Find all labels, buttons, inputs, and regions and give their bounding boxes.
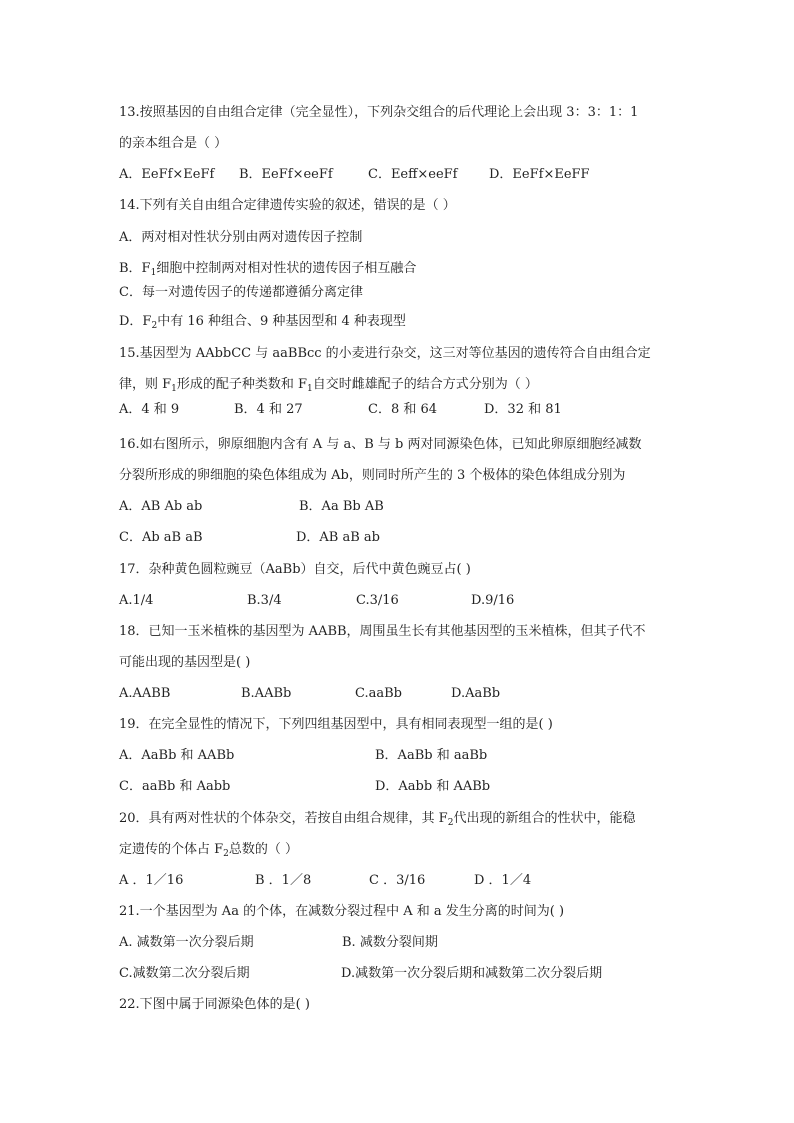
q20-line2-b: 总数的（ ） (228, 842, 299, 857)
q14-option-b (119, 260, 416, 278)
q13-option-b: B．EeFf×eeFf (239, 167, 333, 182)
q17-option-c: C.3/16 (356, 593, 399, 608)
q20-stem-line1 (119, 810, 635, 828)
q21-option-c: C.减数第二次分裂后期 (119, 966, 250, 981)
q16-option-b: B．Aa Bb AB (299, 499, 384, 514)
q20-option-c: C ．3/16 (369, 873, 426, 888)
q15-line2-a: 律，则 F (119, 377, 172, 392)
q19-stem: 19．在完全显性的情况下，下列四组基因型中，具有相同表现型一组的是( ) (119, 717, 553, 732)
q18-option-c: C.aaBb (355, 686, 402, 701)
q18-option-b: B.AABb (241, 686, 292, 701)
q18-stem-line1: 18．已知一玉米植株的基因型为 AABB，周围虽生长有其他基因型的玉米植株，但其子代不 (119, 624, 646, 639)
q14-option-d-sub: 2 (151, 321, 158, 331)
q13-stem-line2: 的亲本组合是（ ） (119, 136, 228, 151)
q20-line1-b: 代出现的新组合的性状中，能稳 (453, 811, 636, 826)
q17-stem: 17．杂种黄色圆粒豌豆（AaBb）自交，后代中黄色豌豆占( ) (119, 562, 471, 577)
q15-option-b: B．4 和 27 (234, 402, 303, 417)
q15-option-d: D．32 和 81 (484, 402, 562, 417)
q14-stem: 14.下列有关自由组合定律遗传实验的叙述，错误的是（ ） (119, 198, 456, 213)
q17-option-d: D.9/16 (471, 593, 515, 608)
q21-option-b: B. 减数分裂间期 (342, 935, 438, 950)
q16-option-d: D．AB aB ab (296, 530, 381, 545)
q13-option-c: C．Eeff×eeFf (368, 167, 458, 182)
q15-line2-b: 形成的配子种类数和 F (176, 377, 308, 392)
q14-option-d (119, 313, 406, 331)
q21-option-d: D.减数第一次分裂后期和减数第二次分裂后期 (341, 966, 603, 981)
q14-option-b-post: 细胞中控制两对相对性状的遗传因子相互融合 (156, 261, 417, 276)
q13-option-a: A．EeFf×EeFf (119, 167, 215, 182)
q14-option-a: A．两对相对性状分别由两对遗传因子控制 (119, 230, 363, 245)
q20-option-d: D ．1／4 (474, 873, 532, 888)
q15-line2-sub1: 1 (171, 384, 177, 394)
q13-stem-line1: 13.按照基因的自由组合定律（完全显性），下列杂交组合的后代理论上会出现 3：3：1：1 (119, 105, 639, 120)
q20-line2-sub: 2 (223, 849, 229, 859)
q16-stem-line1: 16.如右图所示，卵原细胞内含有 A 与 a、B 与 b 两对同源染色体，已知此卵原细胞经减数 (119, 437, 642, 452)
q13-option-d: D．EeFf×EeFF (489, 167, 590, 182)
q20-line1-sub: 2 (447, 818, 454, 828)
q17-option-b: B.3/4 (247, 593, 282, 608)
q14-option-b-pre: B．F (119, 261, 151, 276)
q18-option-a: A.AABB (119, 686, 171, 701)
q14-option-d-pre: D．F (119, 314, 152, 329)
q19-option-a: A．AaBb 和 AABb (119, 748, 235, 763)
q22-stem: 22.下图中属于同源染色体的是( ) (119, 997, 310, 1012)
q16-option-c: C．Ab aB aB (119, 530, 203, 545)
q15-line2-sub2: 1 (307, 384, 313, 394)
q14-option-d-post: 中有 16 种组合、9 种基因型和 4 种表现型 (157, 314, 406, 329)
q16-stem-line2: 分裂所形成的卵细胞的染色体组成为 Ab，则同时所产生的 3 个极体的染色体组成分别为 (119, 468, 626, 483)
q18-stem-line2: 可能出现的基因型是( ) (119, 655, 251, 670)
q19-option-c: C．aaBb 和 Aabb (119, 779, 231, 794)
q19-option-b: B．AaBb 和 aaBb (375, 748, 488, 763)
q14-option-b-sub: 1 (150, 268, 157, 278)
q18-option-d: D.AaBb (451, 686, 501, 701)
q15-option-c: C．8 和 64 (368, 402, 438, 417)
q20-option-b: B ．1／8 (255, 873, 312, 888)
q15-line2-c: 自交时雌雄配子的结合方式分别为（ ） (312, 377, 538, 392)
q14-option-c: C．每一对遗传因子的传递都遵循分离定律 (119, 285, 363, 300)
q17-option-a: A.1/4 (119, 593, 154, 608)
q16-option-a: A．AB Ab ab (119, 499, 203, 514)
q20-stem-line2 (119, 841, 298, 859)
q20-line2-a: 定遗传的个体占 F (119, 842, 224, 857)
q15-stem-line1: 15.基因型为 AAbbCC 与 aaBBcc 的小麦进行杂交，这三对等位基因的遗传符合自由组合定 (119, 346, 651, 361)
q20-line1-a: 20．具有两对性状的个体杂交，若按自由组合规律，其 F (119, 811, 448, 826)
q15-option-a: A．4 和 9 (119, 402, 180, 417)
q19-option-d: D．Aabb 和 AABb (375, 779, 491, 794)
q15-stem-line2 (119, 376, 538, 394)
q21-stem: 21.一个基因型为 Aa 的个体，在减数分裂过程中 A 和 a 发生分离的时间为( ) (119, 904, 565, 919)
q20-option-a: A ．1／16 (119, 873, 184, 888)
q21-option-a: A. 减数第一次分裂后期 (119, 935, 254, 950)
